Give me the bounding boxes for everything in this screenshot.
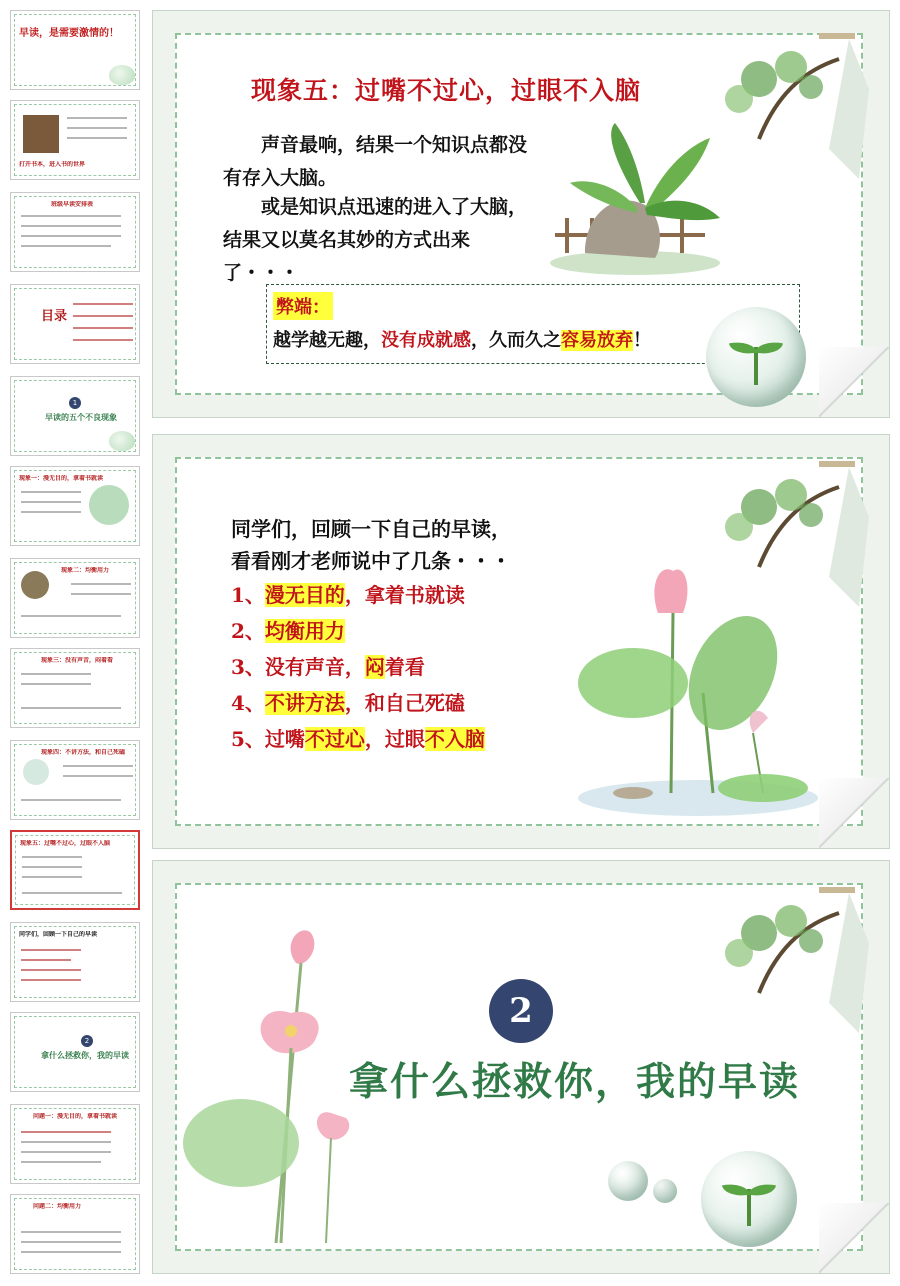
text-line (21, 673, 91, 675)
text-line (71, 583, 131, 585)
review-item-1 (231, 579, 465, 608)
water-drop-icon (608, 1161, 648, 1201)
slide-thumbnail-1[interactable] (10, 10, 140, 90)
drawback-emphasis: 没有成就感 (381, 330, 471, 351)
text-line (21, 501, 81, 503)
text-line (73, 327, 133, 329)
item-text: 着看 (384, 655, 425, 679)
text-line (22, 892, 122, 894)
text-line (21, 1141, 111, 1143)
section-badge: 1 (69, 397, 81, 409)
thumbnail-title: 问题一：漫无目的，拿着书就读 (33, 1113, 118, 1120)
slide-thumbnail-11[interactable] (10, 922, 140, 1002)
review-item-3 (231, 651, 425, 680)
review-item-4 (231, 687, 465, 716)
item-text: 过嘴 (264, 727, 305, 751)
review-item-2 (231, 615, 345, 644)
slide-thumbnail-10[interactable] (10, 830, 140, 910)
lotus-leaf-icon (109, 431, 135, 451)
item-highlight: 均衡用力 (264, 619, 345, 643)
drawback-text (273, 326, 651, 352)
slide-heading: 现象五：过嘴不过心，过眼不入脑 (251, 76, 642, 105)
item-number: 3、 (231, 655, 265, 679)
drawback-text-part: ，久而久之 (471, 330, 561, 351)
text-line (21, 1251, 121, 1253)
slide-phenomenon-five[interactable] (152, 10, 890, 418)
item-text: 没有声音， (264, 655, 365, 679)
page-curl (819, 347, 889, 417)
bird-icon (21, 571, 49, 599)
review-intro-line-2: 看看刚才老师说中了几条・・・ (231, 549, 511, 573)
lotus-leaf-icon (109, 65, 135, 85)
lotus-leaf-icon (89, 485, 129, 525)
sprout-bubble-icon (701, 1151, 797, 1247)
item-text: ，拿着书就读 (344, 583, 465, 607)
section-number-badge: 2 (489, 979, 553, 1043)
text-line (63, 775, 133, 777)
thumbnail-title: 问题二：均衡用力 (33, 1203, 82, 1210)
slide-thumbnail-3[interactable] (10, 192, 140, 272)
text-line (22, 866, 82, 868)
text-line (21, 615, 121, 617)
item-number: 1、 (231, 583, 265, 607)
text-line (21, 969, 81, 971)
slide-review[interactable] (152, 434, 890, 849)
thumbnail-title: 早读的五个不良现象 (45, 413, 117, 422)
text-line (21, 959, 71, 961)
text-line (22, 876, 82, 878)
thumbnail-title: 目录 (41, 309, 68, 324)
text-line (73, 315, 133, 317)
text-line (21, 683, 91, 685)
slide-thumbnail-5[interactable] (10, 376, 140, 456)
item-number: 4、 (231, 691, 265, 715)
text-line (21, 799, 121, 801)
text-line (21, 1231, 121, 1233)
text-line (21, 215, 121, 217)
review-intro-line-1: 同学们，回顾一下自己的早读， (231, 517, 511, 541)
item-highlight: 不讲方法 (264, 691, 345, 715)
sprout-icon (754, 347, 758, 385)
sprout-bubble-icon (706, 307, 806, 407)
text-line (21, 245, 111, 247)
thumbnail-title: 现象四：不讲方法，和自己死磕 (41, 749, 126, 756)
slide-thumbnail-6[interactable] (10, 466, 140, 546)
drawback-text-part: ！ (633, 330, 651, 351)
thumbnail-title: 打开书本，进入书的世界 (19, 161, 86, 168)
item-text: ，和自己死磕 (344, 691, 465, 715)
pine-tree-scroll-icon (699, 883, 869, 1033)
drawback-title: 弊端： (273, 292, 333, 320)
water-drop-icon (653, 1179, 677, 1203)
text-line (73, 303, 133, 305)
thumbnail-title: 现象二：均衡用力 (61, 567, 110, 574)
slide-thumbnail-14[interactable] (10, 1194, 140, 1274)
text-line (21, 491, 81, 493)
drawback-text-part: 越学越无趣， (273, 330, 381, 351)
item-highlight: 不入脑 (424, 727, 485, 751)
text-line (21, 949, 81, 951)
thumbnail-title: 早读，是需要激情的！ (19, 28, 119, 39)
text-line (73, 339, 133, 341)
thumbnail-title: 现象五：过嘴不过心，过眼不入脑 (20, 840, 111, 847)
section-title: 拿什么拯救你，我的早读 (349, 1059, 801, 1105)
slide-thumbnail-4[interactable] (10, 284, 140, 364)
text-line (22, 856, 82, 858)
slide-section-two[interactable] (152, 860, 890, 1274)
item-number: 2、 (231, 619, 265, 643)
thumbnail-title: 班级早读安排表 (51, 201, 94, 208)
item-text: ，过眼 (364, 727, 425, 751)
thumbnail-title: 现象三：没有声音，闷着看 (41, 657, 114, 664)
thumbnail-title: 同学们，回顾一下自己的早读 (19, 931, 98, 938)
thumbnail-title: 拿什么拯救你，我的早读 (41, 1051, 129, 1060)
drawback-emphasis: 容易放弃 (561, 330, 633, 351)
paragraph-1: 声音最响，结果一个知识点都没有存入大脑。 (223, 134, 528, 189)
text-line (21, 1131, 111, 1133)
review-item-5 (231, 723, 485, 752)
slide-thumbnail-9[interactable] (10, 740, 140, 820)
section-badge: 2 (81, 1035, 93, 1047)
item-highlight: 不过心 (304, 727, 365, 751)
text-line (21, 1161, 101, 1163)
slide-thumbnail-2[interactable] (10, 100, 140, 180)
slide-thumbnail-7[interactable] (10, 558, 140, 638)
slide-thumbnail-12[interactable] (10, 1012, 140, 1092)
page-curl (819, 1203, 889, 1273)
text-line (21, 235, 121, 237)
text-line (21, 511, 81, 513)
lotus-pond-illustration (573, 553, 823, 823)
thumbnail-title: 现象一：漫无目的，拿着书就读 (19, 475, 104, 482)
text-line (67, 127, 127, 129)
item-highlight: 漫无目的 (264, 583, 345, 607)
text-line (63, 765, 133, 767)
text-line (67, 137, 127, 139)
text-line (21, 707, 121, 709)
photo-thumbnail (23, 115, 59, 153)
text-line (21, 1151, 111, 1153)
text-line (21, 225, 121, 227)
slide-thumbnail-panel (0, 0, 150, 1286)
sprout-icon (747, 1189, 751, 1225)
text-line (21, 1241, 121, 1243)
bubble-icon (23, 759, 49, 785)
text-line (21, 979, 81, 981)
paragraph-2: 或是知识点迅速的进入了大脑，结果又以莫名其妙的方式出来了・・・ (223, 196, 528, 284)
item-number: 5、 (231, 727, 265, 751)
text-line (67, 117, 127, 119)
slide-thumbnail-8[interactable] (10, 648, 140, 728)
slide-thumbnail-13[interactable] (10, 1104, 140, 1184)
page-curl (819, 778, 889, 848)
rock-plant-illustration (545, 123, 725, 283)
item-highlight: 闷 (364, 655, 385, 679)
text-line (71, 593, 131, 595)
